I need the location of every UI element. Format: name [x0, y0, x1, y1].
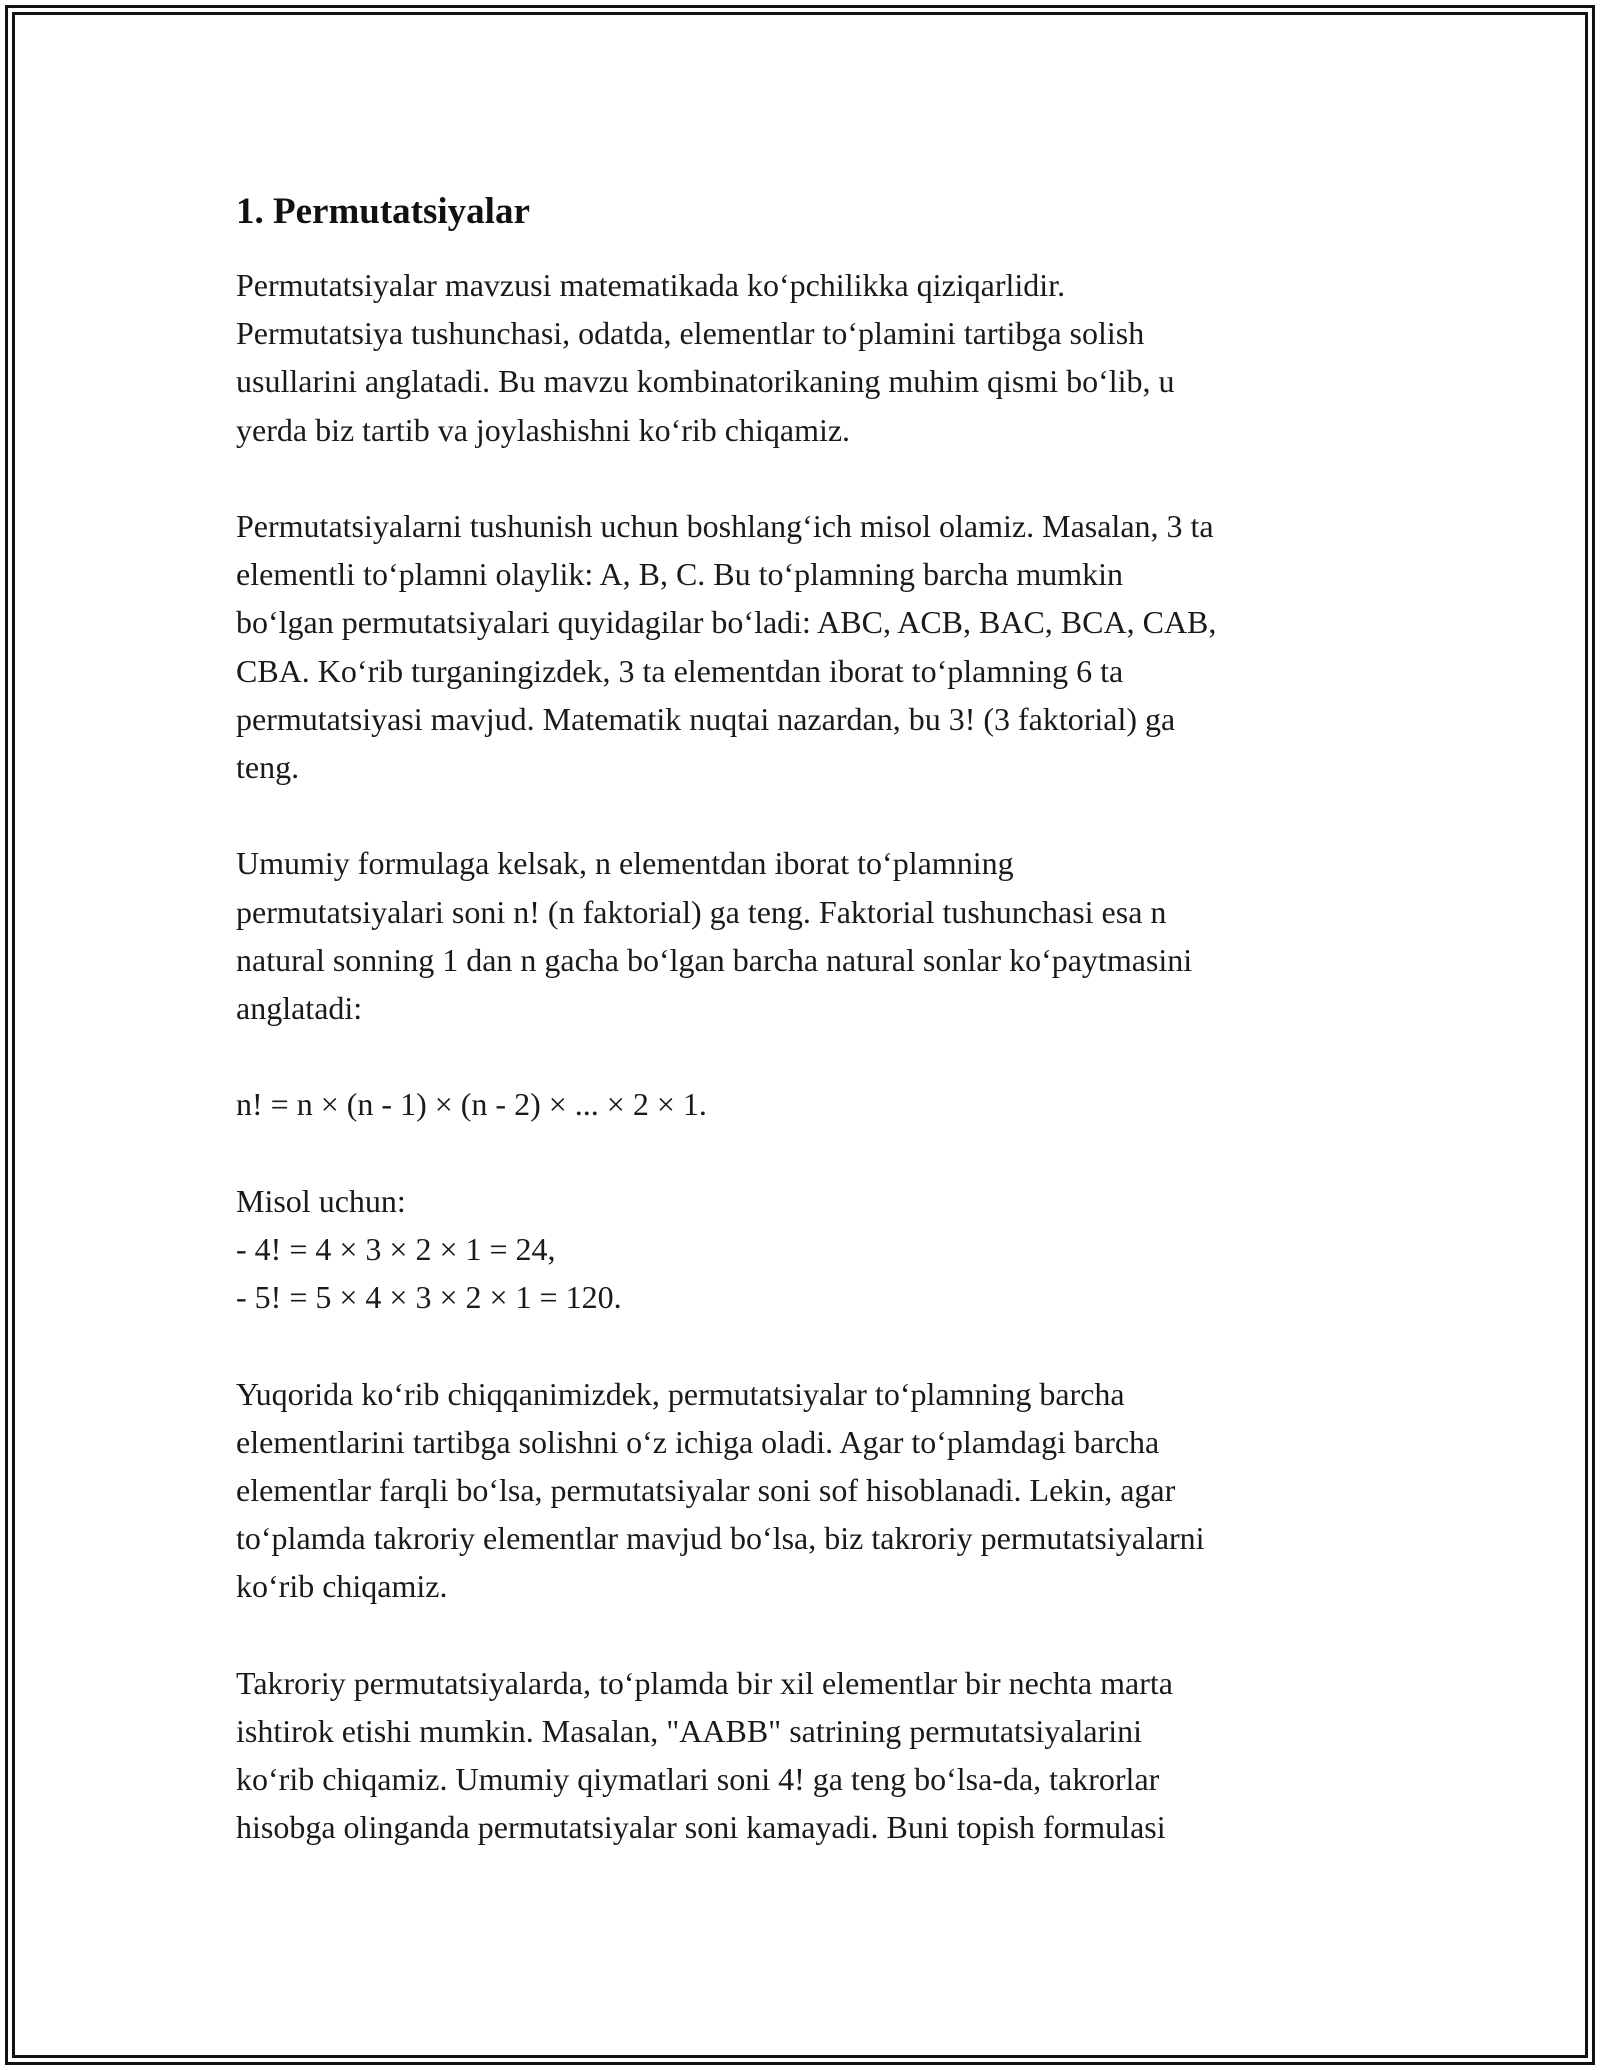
text-line: to‘plamda takroriy elementlar mavjud bo‘lsa, biz takroriy permutatsiyalarni [236, 1520, 1205, 1557]
text-line: Permutatsiyalarni tushunish uchun boshlang‘ich misol olamiz. Masalan, 3 ta [236, 508, 1214, 544]
text-line: bo‘lgan permutatsiyalari quyidagilar bo‘ladi: ABC, ACB, BAC, BCA, CAB, [236, 604, 1217, 641]
formula-line: n! = n × (n - 1) × (n - 2) × ... × 2 × 1. [236, 1086, 707, 1123]
text-line: Umumiy formulaga kelsak, n elementdan iborat to‘plamning [236, 845, 1014, 882]
paragraph-distinct-elements [236, 1370, 1386, 1611]
text-line: hisobga olinganda permutatsiyalar soni kamayadi. Buni topish formulasi [236, 1809, 1166, 1846]
text-line: elementlarini tartibga solishni o‘z ichiga oladi. Agar to‘plamdagi barcha [236, 1423, 1160, 1460]
paragraph-examples [236, 1177, 1386, 1322]
text-line: permutatsiyalari soni n! (n faktorial) ga teng. Faktorial tushunchasi esa n [236, 893, 1167, 930]
factorial-formula [236, 1080, 1386, 1128]
text-line: yerda biz tartib va joylashishni ko‘rib chiqamiz. [236, 411, 851, 448]
text-line: anglatadi: [236, 990, 363, 1027]
text-line: elementli to‘plamni olaylik: A, B, C. Bu to‘plamning barcha mumkin [236, 556, 1123, 593]
text-line: Takroriy permutatsiyalarda, to‘plamda bir xil elementlar bir nechta marta [236, 1664, 1173, 1701]
text-line: permutatsiyasi mavjud. Matematik nuqtai nazardan, bu 3! (3 faktorial) ga [236, 700, 1176, 737]
text-line: ko‘rib chiqamiz. Umumiy qiymatlari soni 4! ga teng bo‘lsa-da, takrorlar [236, 1761, 1160, 1798]
text-line: usullarini anglatadi. Bu mavzu kombinatorikaning muhim qismi bo‘lib, u [236, 363, 1175, 400]
document-body [236, 188, 1386, 1900]
text-line: Misol uchun: [236, 1182, 406, 1219]
text-line: Permutatsiyalar mavzusi matematikada ko‘pchilikka qiziqarlidir. [236, 267, 1066, 303]
paragraph-general-formula [236, 839, 1386, 1032]
paragraph-repeated-permutations [236, 1659, 1386, 1852]
text-line: Permutatsiya tushunchasi, odatda, elementlar to‘plamini tartibga solish [236, 315, 1145, 352]
section-heading: 1. Permutatsiyalar [236, 191, 530, 232]
example-line: - 5! = 5 × 4 × 3 × 2 × 1 = 120. [236, 1279, 622, 1316]
text-line: ko‘rib chiqamiz. [236, 1568, 448, 1605]
text-line: natural sonning 1 dan n gacha bo‘lgan barcha natural sonlar ko‘paytmasini [236, 941, 1193, 978]
text-line: elementlar farqli bo‘lsa, permutatsiyalar soni sof hisoblanadi. Lekin, agar [236, 1472, 1176, 1508]
text-line: ishtirok etishi mumkin. Masalan, "AABB" satrining permutatsiyalarini [236, 1713, 1143, 1749]
example-line: - 4! = 4 × 3 × 2 × 1 = 24, [236, 1231, 556, 1267]
paragraph-intro [236, 261, 1386, 454]
text-line: teng. [236, 749, 300, 786]
text-line: CBA. Ko‘rib turganingizdek, 3 ta elementdan iborat to‘plamning 6 ta [236, 652, 1124, 689]
text-line: Yuqorida ko‘rib chiqqanimizdek, permutatsiyalar to‘plamning barcha [236, 1375, 1125, 1412]
paragraph-example [236, 502, 1386, 791]
